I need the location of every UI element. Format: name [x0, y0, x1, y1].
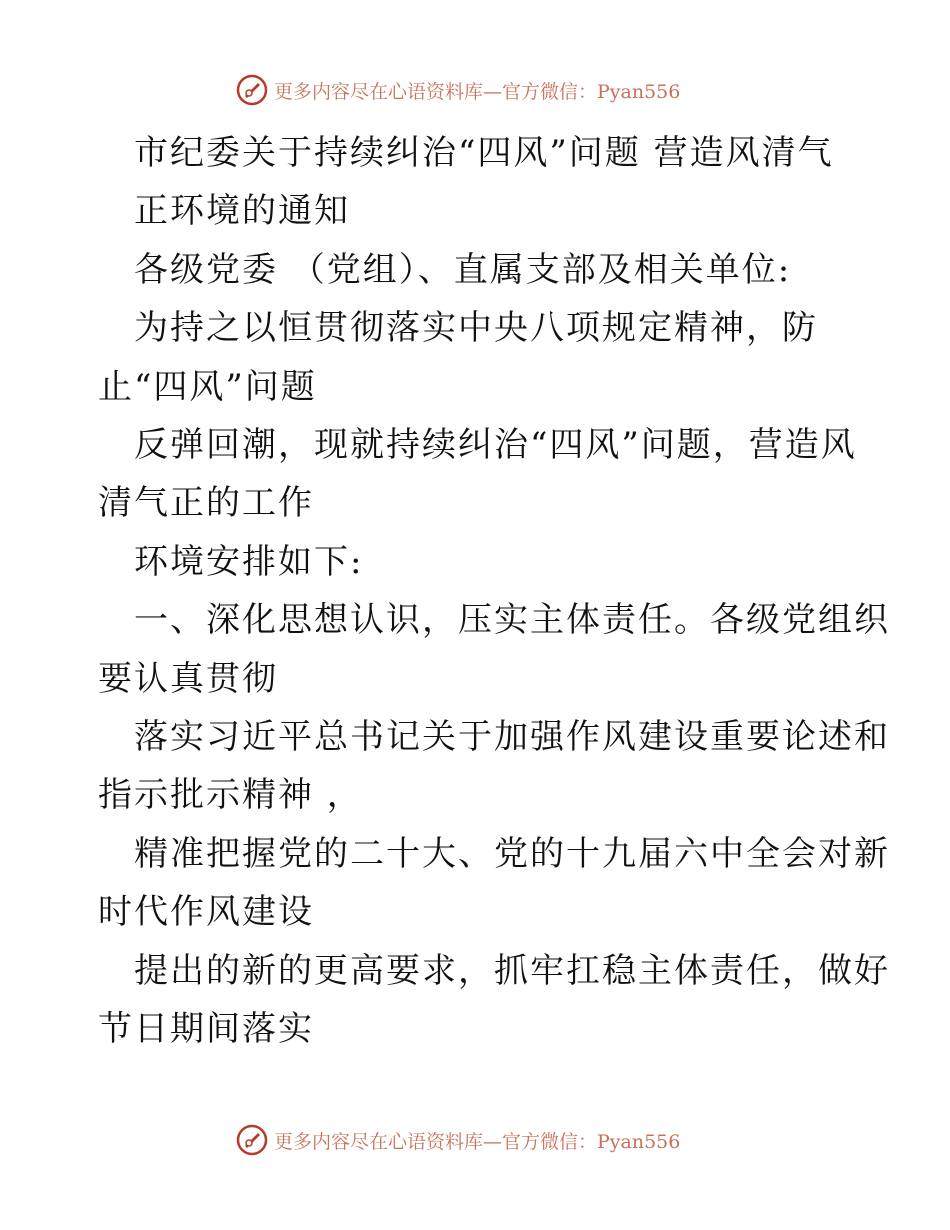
section-heading-line: 一、深化思想认识，压实主体责任。各级党组织	[134, 600, 890, 641]
paragraph-line: 指示批示精神 ，	[98, 775, 363, 816]
header-watermark	[236, 74, 680, 106]
salutation: 各级党委 （党组）、直属支部及相关单位:	[134, 249, 792, 290]
doc-title-line-1: 市纪委关于持续纠治“四风”问题 营造风清气	[134, 133, 834, 173]
document-body	[98, 124, 890, 1059]
paragraph-line: 时代作风建设	[98, 892, 314, 933]
paragraph-line: 反弹回潮，现就持续纠治“四风”问题，营造风	[134, 425, 857, 466]
paragraph-line: 清气正的工作	[98, 483, 314, 524]
paragraph-line: 要认真贯彻	[98, 658, 278, 699]
footer-text: 更多内容尽在心语资料库—官方微信：Pyan556	[274, 1130, 681, 1153]
header-text: 更多内容尽在心语资料库—官方微信：Pyan556	[274, 80, 681, 103]
paragraph-line: 落实习近平总书记关于加强作风建设重要论述和	[134, 717, 890, 758]
footer-watermark	[236, 1124, 680, 1156]
doc-title-line-2: 正环境的通知	[134, 191, 350, 232]
paragraph-line: 止“四风”问题	[98, 366, 317, 407]
paragraph-line: 为持之以恒贯彻落实中央八项规定精神，防	[134, 308, 818, 349]
paragraph-line: 节日期间落实	[98, 1009, 314, 1050]
paragraph-line: 环境安排如下:	[134, 541, 364, 582]
paragraph-line: 提出的新的更高要求，抓牢扛稳主体责任，做好	[134, 950, 890, 991]
logo-icon	[236, 74, 268, 106]
paragraph-line: 精准把握党的二十大、党的十九届六中全会对新	[134, 833, 890, 874]
logo-icon	[236, 1124, 268, 1156]
